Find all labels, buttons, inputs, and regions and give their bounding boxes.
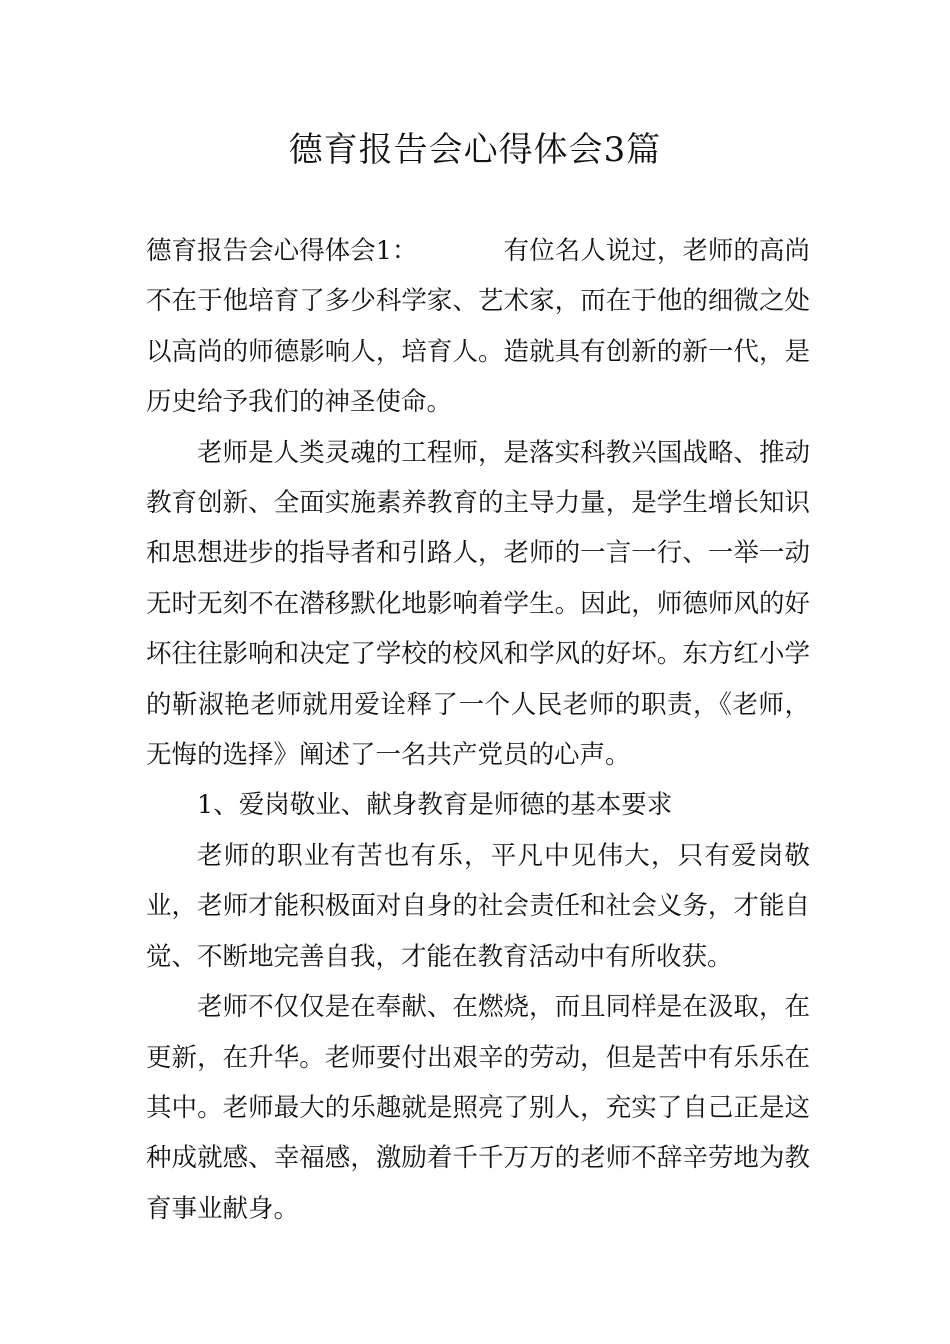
- paragraph: 老师的职业有苦也有乐，平凡中见伟大，只有爱岗敬业，老师才能积极面对自身的社会责任和社会义务，才能自觉、不断地完善自我，才能在教育活动中有所收获。: [146, 840, 810, 972]
- section-heading: 1、爱岗敬业、献身教育是师德的基本要求: [197, 790, 673, 821]
- paragraph: 老师不仅仅是在奉献、在燃烧，而且同样是在汲取，在更新，在升华。老师要付出艰辛的劳动，但是苦中有乐乐在其中。老师最大的乐趣就是照亮了别人，充实了自己正是这种成就感、幸福感，激励着千千万万的老师不辞辛劳地为教育事业献身。: [146, 992, 810, 1224]
- document-body: [146, 226, 810, 1234]
- lead-label: 德育报告会心得体会1：: [146, 236, 418, 266]
- page-title: 德育报告会心得体会3篇: [288, 130, 662, 170]
- paragraph-intro: [146, 226, 810, 428]
- paragraph: 老师是人类灵魂的工程师，是落实科教兴国战略、推动教育创新、全面实施素养教育的主导力量，是学生增长知识和思想进步的指导者和引路人，老师的一言一行、一举一动无时无刻不在潜移默化地影响着学生。因此，师德师风的好坏往往影响和决定了学校的校风和学风的好坏。东方红小学的靳淑艳老师就用爱诠释了一个人民老师的职责，《老师，无悔的选择》阐述了一名共产党员的心声。: [146, 437, 810, 771]
- paragraph-text: 有位名人说过，老师的高尚不在于他培育了多少科学家、艺术家，而在于他的细微之处以高尚的师德影响人，培育人。造就具有创新的新一代，是历史给予我们的神圣使命。: [146, 236, 810, 418]
